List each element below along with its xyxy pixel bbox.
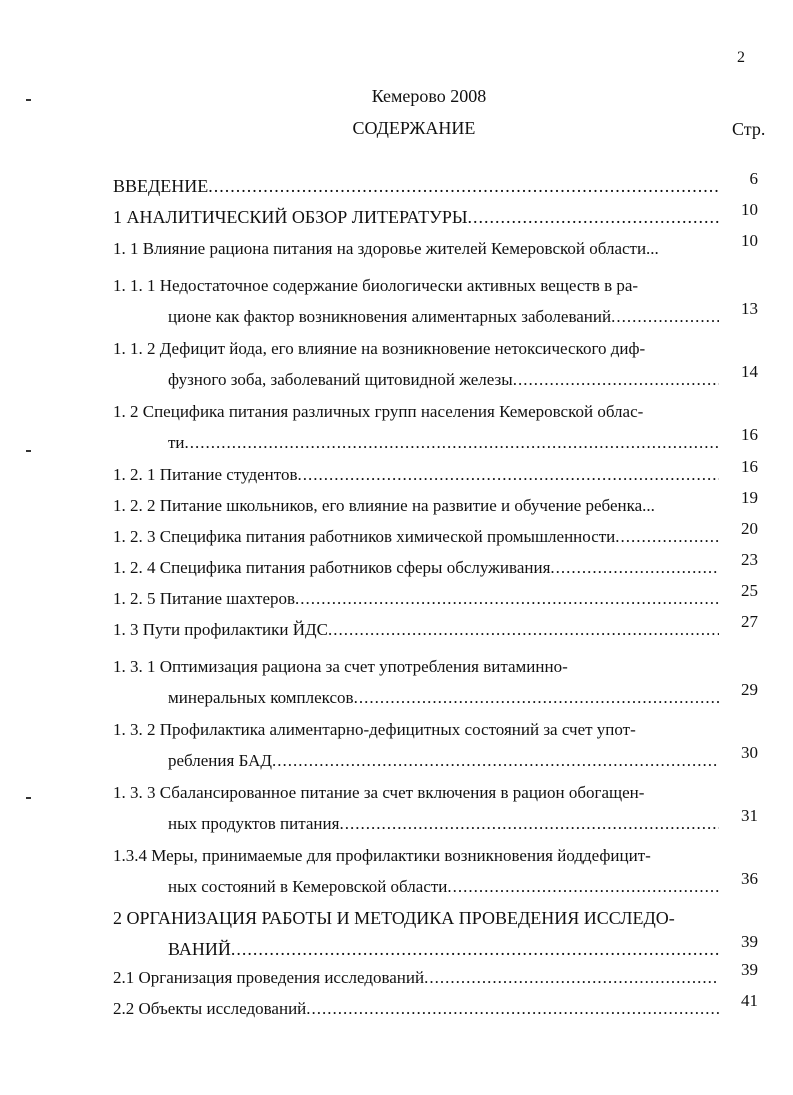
toc-entry	[113, 171, 758, 202]
toc-entry	[113, 651, 758, 713]
toc-entry-text: ВВЕДЕНИЕ	[113, 176, 209, 196]
toc-entry-text: 1.3.4 Меры, принимаемые для профилактики возникновения йоддефицит-	[113, 846, 651, 865]
toc-page-number: 30	[741, 743, 758, 762]
page-number: 2	[737, 49, 745, 66]
toc-entry	[113, 840, 758, 902]
toc-entry	[113, 583, 758, 614]
toc-entry	[113, 233, 758, 264]
toc-entry-text: 1. 2. 3 Специфика питания работников химической промышленности	[113, 527, 616, 546]
dot-leader	[295, 583, 719, 614]
dot-leader	[272, 745, 719, 776]
toc-page-number: 10	[741, 231, 758, 250]
toc-entry-text: 1. 1. 2 Дефицит йода, его влияние на возникновение нетоксического диф-	[113, 339, 646, 358]
toc-page-number: 31	[741, 806, 758, 825]
scan-artifact	[26, 99, 31, 101]
toc-page-number: 27	[741, 612, 758, 631]
toc-entry	[113, 490, 758, 521]
toc-entry-text: 1. 2. 5 Питание шахтеров	[113, 589, 296, 608]
toc-entry-text: ВАНИЙ	[168, 939, 231, 959]
dot-leader	[354, 682, 719, 713]
toc-entry	[113, 552, 758, 583]
dot-leader	[208, 171, 719, 202]
toc-entry-text: ребления БАД	[168, 751, 272, 770]
toc-entry	[113, 614, 758, 645]
scan-artifact	[26, 450, 31, 452]
toc-entry-text: 1. 3. 1 Оптимизация рациона за счет употребления витаминно-	[113, 657, 568, 676]
toc-entry	[113, 993, 758, 1024]
toc-entry-text: ционе как фактор возникновения алиментарных заболеваний	[168, 307, 612, 326]
toc-entry	[113, 777, 758, 839]
dot-leader	[447, 871, 719, 902]
toc-page-number: 39	[741, 960, 758, 979]
dot-leader	[615, 521, 719, 552]
toc-page-number: 16	[741, 425, 758, 444]
dot-leader	[231, 934, 719, 965]
toc-page-number: 25	[741, 581, 758, 600]
dot-leader	[550, 552, 719, 583]
toc-entry	[113, 333, 758, 395]
toc-page-number: 19	[741, 488, 758, 507]
toc-page-number: 23	[741, 550, 758, 569]
toc-page-number: 10	[741, 200, 758, 219]
dot-leader	[611, 301, 719, 332]
toc-entry-text: 1. 2. 1 Питание студентов	[113, 465, 298, 484]
toc-page-number: 20	[741, 519, 758, 538]
toc-entry-text: 1. 2. 4 Специфика питания работников сферы обслуживания	[113, 558, 551, 577]
toc-entry	[113, 962, 758, 993]
toc-page-number: 16	[741, 457, 758, 476]
toc-entry-text: 2.2 Объекты исследований	[113, 999, 307, 1018]
page-column-label: Стр.	[732, 119, 766, 139]
toc-page-number: 39	[741, 932, 758, 951]
toc-page-number: 14	[741, 362, 758, 381]
toc-entry	[113, 396, 758, 458]
city-year: Кемерово 2008	[371, 86, 487, 106]
toc-entry-text: ных состояний в Кемеровской области	[168, 877, 448, 896]
page-title: СОДЕРЖАНИЕ	[352, 118, 476, 138]
toc-entry	[113, 459, 758, 490]
toc-page-number: 13	[741, 299, 758, 318]
toc-entry	[113, 270, 758, 332]
toc-page-number: 36	[741, 869, 758, 888]
toc-entry-text: 1. 3 Пути профилактики ЙДС	[113, 620, 328, 639]
dot-leader	[339, 808, 719, 839]
toc-entry	[113, 903, 758, 965]
toc-entry	[113, 202, 758, 233]
toc-entry-text: 1. 2. 2 Питание школьников, его влияние на развитие и обучение ребенка...	[113, 496, 655, 515]
toc-entry-text: 1. 3. 2 Профилактика алиментарно-дефицитных состояний за счет упот-	[113, 720, 636, 739]
dot-leader	[424, 962, 719, 993]
toc-entry	[113, 714, 758, 776]
dot-leader	[298, 459, 719, 490]
toc-entry-text: 1. 1. 1 Недостаточное содержание биологически активных веществ в ра-	[113, 276, 639, 295]
dot-leader	[513, 364, 719, 395]
toc-page-number: 29	[741, 680, 758, 699]
toc-entry-text: минеральных комплексов	[168, 688, 354, 707]
dot-leader	[328, 614, 719, 645]
toc-entry-text: ных продуктов питания	[168, 814, 340, 833]
toc-entry	[113, 521, 758, 552]
toc-entry-text: 2 ОРГАНИЗАЦИЯ РАБОТЫ И МЕТОДИКА ПРОВЕДЕНИЯ ИССЛЕДО-	[113, 908, 675, 928]
toc-entry-text: фузного зоба, заболеваний щитовидной железы	[168, 370, 513, 389]
scan-artifact	[26, 797, 31, 799]
toc-page-number: 41	[741, 991, 758, 1010]
toc-entry-text: 1. 1 Влияние рациона питания на здоровье жителей Кемеровской области...	[113, 239, 659, 258]
toc-entry-text: 2.1 Организация проведения исследований	[113, 968, 425, 987]
dot-leader	[468, 202, 719, 233]
toc-entry-text: 1. 3. 3 Сбалансированное питание за счет включения в рацион обогащен-	[113, 783, 645, 802]
toc-entry-text: ти	[168, 433, 185, 452]
dot-leader	[185, 427, 719, 458]
toc-page-number: 6	[749, 169, 758, 188]
dot-leader	[306, 993, 719, 1024]
toc-entry-text: 1. 2 Специфика питания различных групп населения Кемеровской облас-	[113, 402, 644, 421]
toc-entry-text: 1 АНАЛИТИЧЕСКИЙ ОБЗОР ЛИТЕРАТУРЫ	[113, 207, 468, 227]
